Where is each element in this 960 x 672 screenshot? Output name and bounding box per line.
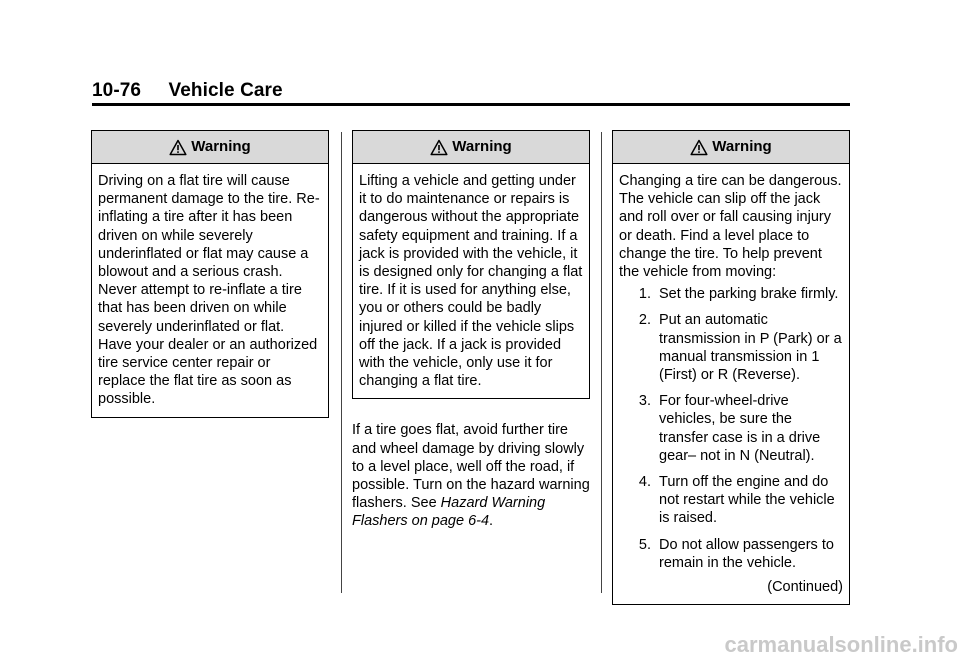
- paragraph-end: .: [489, 513, 494, 530]
- warning-header: [92, 131, 328, 164]
- warning-text: Driving on a flat tire will cause permanent damage to the tire. Re-inflating a tire after it has been driven on while severely underinflated or flat may cause a blowout and a serious crash. Never attempt to re-inflate a tire that has been driven on while severely underinflated or flat. Have your dealer or an authorized tire service center repair or replace the flat tire as soon as possible.: [98, 173, 320, 408]
- warning-content: [613, 164, 849, 604]
- warning-box: [352, 130, 590, 399]
- warning-triangle-icon: [169, 139, 187, 156]
- step-number: 1.: [638, 286, 651, 303]
- flat-tire-paragraph: [352, 421, 590, 530]
- warning-title: Warning: [191, 137, 251, 155]
- step-text: Turn off the engine and do not restart while the vehicle is raised.: [659, 474, 835, 527]
- paragraph-text: If a tire goes flat, avoid further tire and wheel damage by driving slowly to a level place, well off the road, if possible. Turn on the hazard warning flashers. See: [352, 422, 590, 512]
- step-item: [619, 392, 843, 465]
- step-list: [619, 285, 843, 572]
- warning-text: Lifting a vehicle and getting under it to do maintenance or repairs is dangerous without the appropriate safety equipment and training. If a jack is provided with the vehicle, it is designed only for changing a flat tire. If it is used for anything else, you or others could be badly injured or killed if the vehicle slips off the jack. If a jack is provided with the vehicle, only use it for changing a flat tire.: [359, 173, 583, 390]
- column-3: [612, 130, 850, 605]
- column-1: [91, 130, 329, 418]
- column-divider: [601, 132, 602, 593]
- step-number: 4.: [638, 474, 651, 491]
- step-number: 3.: [638, 393, 651, 410]
- step-text: Put an automatic transmission in P (Park) or a manual transmission in 1 (First) or R (Reverse).: [659, 312, 842, 384]
- step-item: [619, 473, 843, 528]
- header-rule: [92, 103, 850, 106]
- step-item: [619, 285, 843, 303]
- warning-header: [353, 131, 589, 164]
- continued-label: (Continued): [767, 579, 843, 596]
- hazard-flashers-link[interactable]: Hazard Warning Flashers on page 6-4: [352, 495, 546, 530]
- warning-title: Warning: [712, 137, 772, 155]
- page-number: 10-76: [92, 80, 142, 101]
- step-number: 2.: [638, 312, 651, 329]
- step-text: Do not allow passengers to remain in the vehicle.: [659, 536, 834, 571]
- step-number: 5.: [638, 536, 651, 553]
- warning-box: [91, 130, 329, 418]
- section-title: Vehicle Care: [168, 80, 283, 101]
- warning-triangle-icon: [690, 139, 708, 156]
- step-item: [619, 536, 843, 572]
- warning-header: [613, 131, 849, 164]
- step-item: [619, 311, 843, 384]
- warning-triangle-icon: [430, 139, 448, 156]
- column-divider: [341, 132, 342, 593]
- watermark: carmanualsonline.info: [724, 632, 958, 657]
- warning-intro: Changing a tire can be dangerous. The vehicle can slip off the jack and roll over or fall causing injury or death. Find a level place to change the tire. To help prevent the vehicle from moving:: [619, 173, 842, 281]
- step-text: Set the parking brake firmly.: [659, 286, 839, 303]
- page-header: [92, 80, 283, 102]
- column-2: [352, 130, 590, 531]
- warning-title: Warning: [452, 137, 512, 155]
- warning-box: [612, 130, 850, 605]
- step-text: For four-wheel-drive vehicles, be sure the transfer case is in a drive gear– not in N (Neutral).: [659, 393, 821, 464]
